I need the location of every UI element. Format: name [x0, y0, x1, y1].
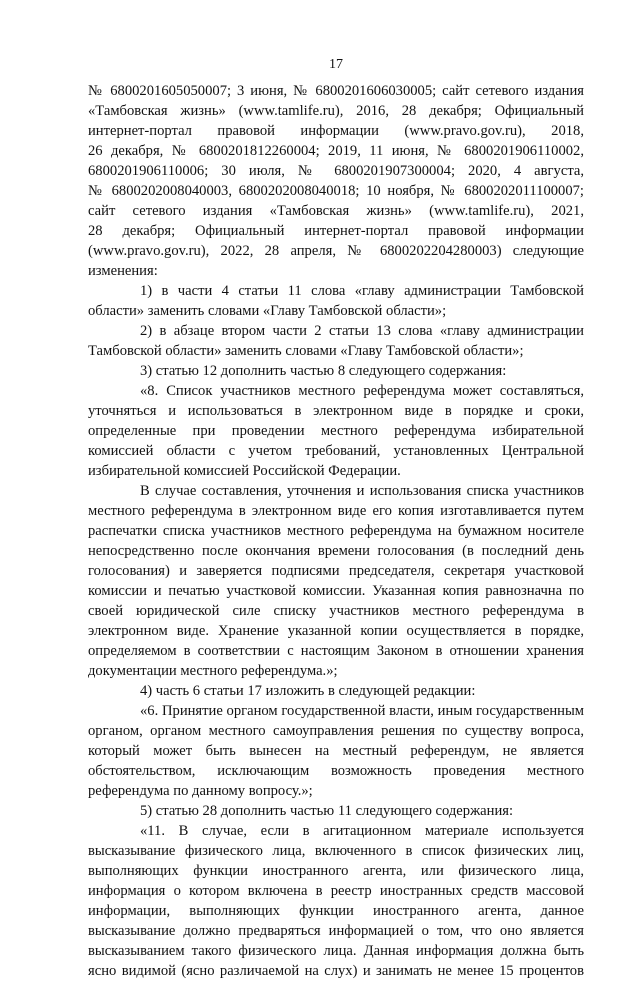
text-line: 2) в абзаце втором части 2 статьи 13 слова «главу администрации — [140, 323, 584, 339]
text-line: 1) в части 4 статьи 11 слова «главу администрации Тамбовской — [140, 283, 584, 299]
text-line: интернет-портал правовой информации (www.pravo.gov.ru), 2018, — [88, 123, 584, 139]
text-line: В случае составления, уточнения и использования списка участников — [140, 483, 584, 499]
text-line: информации, выполняющих функции иностранного агента, данное — [88, 903, 584, 919]
text-line: (www.pravo.gov.ru), 2022, 28 апреля, № 6800202204280003) следующие — [88, 243, 584, 259]
text-line: своей юридической силе списку участников местного референдума в — [88, 603, 584, 619]
text-line: 4) часть 6 статьи 17 изложить в следующей редакции: — [140, 683, 476, 699]
text-line: 28 декабря; Официальный интернет-портал правовой информации — [88, 223, 584, 239]
text-line: № 6800201605050007; 3 июня, № 6800201606030005; сайт сетевого издания — [88, 83, 584, 99]
text-line: № 6800202008040003, 6800202008040018; 10 ноября, № 6800202011100007; — [88, 183, 584, 199]
text-line: референдума по данному вопросу.»; — [88, 783, 313, 799]
text-line: сайт сетевого издания «Тамбовская жизнь» (www.tamlife.ru), 2021, — [88, 203, 584, 219]
text-line: органом, органом местного самоуправления решения по существу вопроса, — [88, 723, 584, 739]
text-line: 26 декабря, № 6800201812260004; 2019, 11 июня, № 6800201906110002, — [88, 143, 584, 159]
text-line: 5) статью 28 дополнить частью 11 следующего содержания: — [140, 803, 514, 819]
text-line: электронном виде. Хранение указанной копии осуществляется в порядке, — [88, 623, 584, 639]
text-line: высказывание физического лица, включенного в список физических лиц, — [88, 843, 584, 859]
text-line: который может быть вынесен на местный референдум, не является — [88, 743, 584, 759]
text-line: комиссией области с учетом требований, установленных Центральной — [88, 443, 584, 459]
text-line: определяемом в соответствии с настоящим Законом в отношении хранения — [88, 643, 584, 659]
document-page — [88, 55, 584, 981]
text-line: «11. В случае, если в агитационном материале используется — [140, 823, 584, 839]
document-body — [88, 81, 584, 981]
text-line: Тамбовской области» заменить словами «Главу Тамбовской области»; — [88, 343, 524, 359]
text-line: местного референдума в электронном виде его копия изготавливается путем — [88, 503, 584, 519]
text-line: «8. Список участников местного референдума может составляться, — [140, 383, 584, 399]
text-line: 6800201906110006; 30 июля, № 6800201907300004; 2020, 4 августа, — [88, 163, 584, 179]
text-line: распечатки списка участников местного референдума на бумажном носителе — [88, 523, 584, 539]
text-line: высказывание должно предваряться информацией о том, что оно является — [88, 923, 584, 939]
text-line: обстоятельством, исключающим возможность проведения местного — [88, 763, 584, 779]
text-line: 3) статью 12 дополнить частью 8 следующего содержания: — [140, 363, 507, 379]
text-line: информация о котором включена в реестр иностранных средств массовой — [88, 883, 584, 899]
text-line: уточняться и использоваться в электронном виде в порядке и сроки, — [88, 403, 584, 419]
text-line: области» заменить словами «Главу Тамбовской области»; — [88, 303, 447, 319]
text-line: «Тамбовская жизнь» (www.tamlife.ru), 2016, 28 декабря; Официальный — [88, 103, 584, 119]
text-line: непосредственно после окончания времени голосования (в последний день — [88, 543, 584, 559]
text-line: комиссии и печатью участковой комиссии. Указанная копия равнозначна по — [88, 583, 584, 599]
text-line: высказыванием такого физического лица. Данная информация должна быть — [88, 943, 584, 959]
text-line: определенные при проведении местного референдума избирательной — [88, 423, 584, 439]
text-line: документации местного референдума.»; — [88, 663, 338, 679]
text-line: ясно видимой (ясно различаемой на слух) и занимать не менее 15 процентов — [88, 963, 584, 979]
page-number: 17 — [329, 57, 343, 72]
text-line: голосования) и заверяется подписями председателя, секретаря участковой — [88, 563, 584, 579]
text-line: «6. Принятие органом государственной власти, иным государственным — [140, 703, 584, 719]
text-line: изменения: — [88, 263, 158, 279]
text-line: выполняющих функции иностранного агента, или физического лица, — [88, 863, 584, 879]
text-line: избирательной комиссией Российской Федерации. — [88, 463, 401, 479]
